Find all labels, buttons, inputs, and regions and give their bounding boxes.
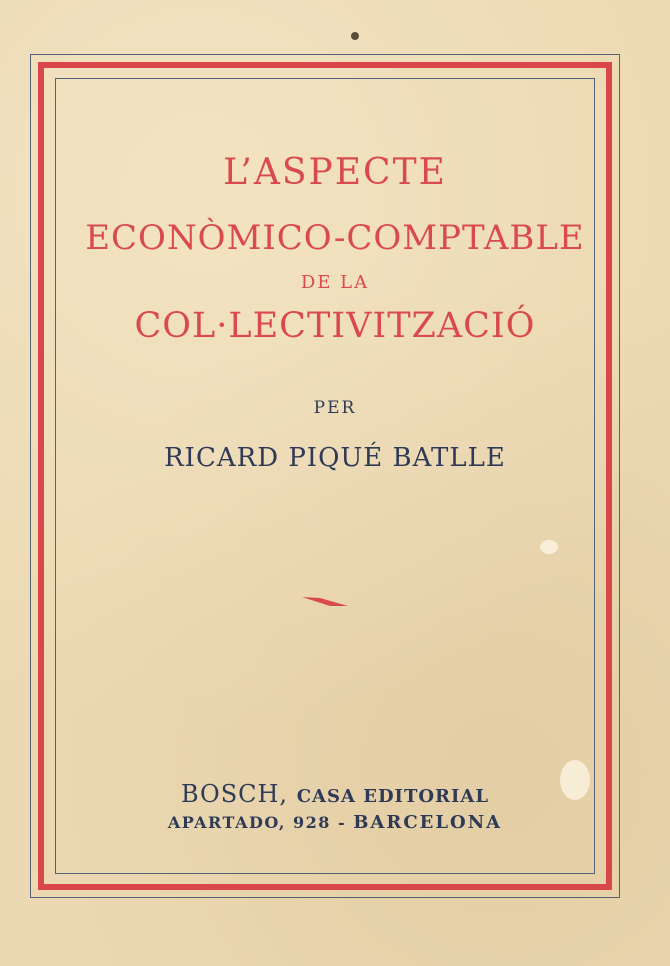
title-line-4: COL·LECTIVITZACIÓ [134,306,536,346]
title-line-2: ECONÒMICO-COMPTABLE [85,218,585,258]
by-label: PER [313,398,357,418]
ornament-icon [300,594,350,610]
punch-hole [351,32,359,40]
address-line [0,812,670,833]
title-line-3: DE LA [300,272,370,293]
paper-stain [540,540,558,554]
publisher-name: BOSCH, [180,780,289,808]
publisher-desc: CASA EDITORIAL [296,786,490,807]
title-line-1: L’ASPECTE [223,152,447,193]
author-name: RICARD PIQUÉ BATLLE [164,443,506,473]
address-city: BARCELONA [353,812,503,833]
inner-blue-border [55,78,595,874]
address-text: APARTADO, 928 - [167,813,347,832]
publisher-line [0,780,670,808]
